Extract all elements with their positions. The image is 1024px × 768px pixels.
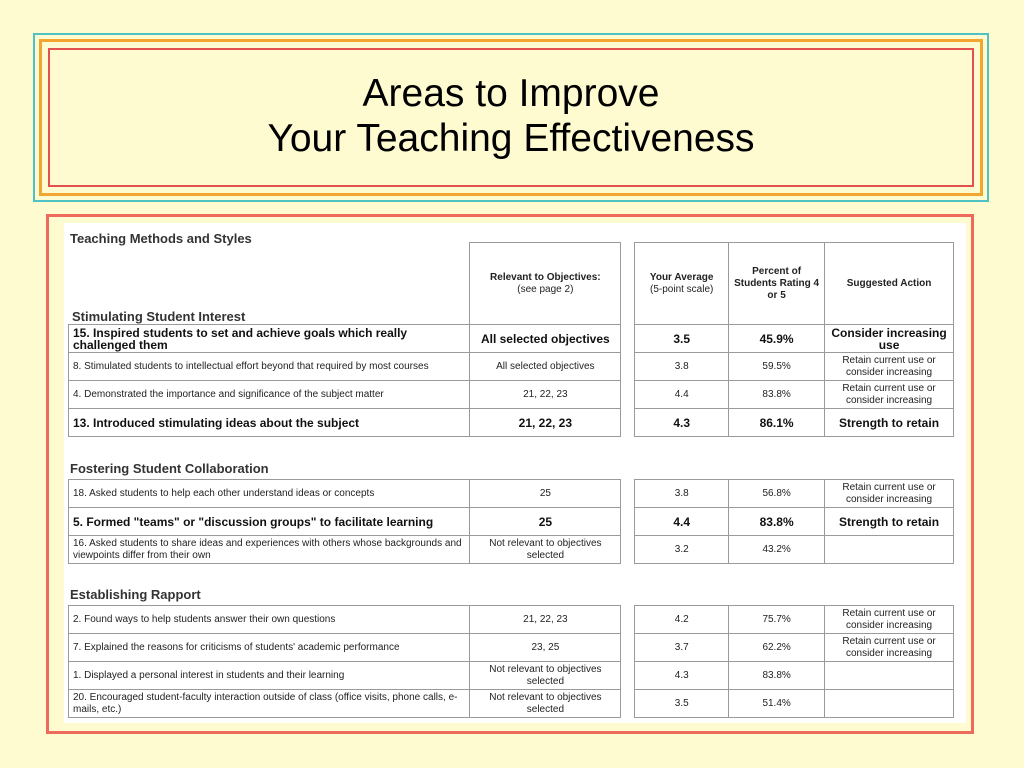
table-row-action: Retain current use or consider increasing bbox=[825, 381, 954, 409]
column-gap bbox=[621, 508, 635, 536]
table-row-percent: 43.2% bbox=[729, 536, 825, 564]
column-gap bbox=[621, 480, 635, 508]
table-row-item: 1. Displayed a personal interest in students and their learning bbox=[69, 662, 470, 690]
table-row-average: 4.3 bbox=[635, 662, 729, 690]
table-row-percent: 45.9% bbox=[729, 325, 825, 353]
table-row-item: 7. Explained the reasons for criticisms of students' academic performance bbox=[69, 634, 470, 662]
section-table-stimulating bbox=[68, 242, 954, 437]
table-row-relevant: Not relevant to objectives selected bbox=[470, 690, 621, 718]
table-row-item: 4. Demonstrated the importance and significance of the subject matter bbox=[69, 381, 470, 409]
table-row-relevant: All selected objectives bbox=[470, 353, 621, 381]
column-gap bbox=[621, 381, 635, 409]
column-gap bbox=[621, 662, 635, 690]
table-row-action bbox=[825, 662, 954, 690]
table-row-item: 8. Stimulated students to intellectual effort beyond that required by most courses bbox=[69, 353, 470, 381]
table-row-average: 3.8 bbox=[635, 353, 729, 381]
table-row-item: 15. Inspired students to set and achieve goals which really challenged them bbox=[69, 325, 470, 353]
table-row-relevant: Not relevant to objectives selected bbox=[470, 662, 621, 690]
section-table-collaboration bbox=[68, 479, 954, 564]
table-row-item: 18. Asked students to help each other understand ideas or concepts bbox=[69, 480, 470, 508]
table-row-average: 3.7 bbox=[635, 634, 729, 662]
table-row-item: 13. Introduced stimulating ideas about the subject bbox=[69, 409, 470, 437]
table-row-percent: 56.8% bbox=[729, 480, 825, 508]
table-row-average: 4.2 bbox=[635, 606, 729, 634]
section-title: Stimulating Student Interest bbox=[72, 309, 246, 324]
blank-header-cell bbox=[69, 243, 470, 325]
table-row-average: 4.4 bbox=[635, 508, 729, 536]
col-header-action: Suggested Action bbox=[825, 243, 954, 325]
table-row-action: Strength to retain bbox=[825, 409, 954, 437]
column-gap bbox=[621, 690, 635, 718]
table-row-action bbox=[825, 690, 954, 718]
slide-title-line1: Areas to Improve bbox=[362, 72, 660, 115]
column-gap bbox=[621, 634, 635, 662]
table-row-average: 3.8 bbox=[635, 480, 729, 508]
table-row-relevant: Not relevant to objectives selected bbox=[470, 536, 621, 564]
table-row-percent: 59.5% bbox=[729, 353, 825, 381]
section-table-rapport bbox=[68, 605, 954, 718]
table-row-average: 3.2 bbox=[635, 536, 729, 564]
table-row-relevant: 21, 22, 23 bbox=[470, 409, 621, 437]
table-row-action: Retain current use or consider increasing bbox=[825, 353, 954, 381]
table-row-percent: 75.7% bbox=[729, 606, 825, 634]
section-title: Fostering Student Collaboration bbox=[70, 461, 269, 476]
table-row-average: 3.5 bbox=[635, 325, 729, 353]
col-header-average bbox=[635, 243, 729, 325]
table-row-relevant: All selected objectives bbox=[470, 325, 621, 353]
table-row-average: 4.3 bbox=[635, 409, 729, 437]
table-row-action: Retain current use or consider increasing bbox=[825, 606, 954, 634]
table-row-action: Strength to retain bbox=[825, 508, 954, 536]
table-row-item: 16. Asked students to share ideas and experiences with others whose backgrounds and viewpoints differ from their own bbox=[69, 536, 470, 564]
table-row-relevant: 21, 22, 23 bbox=[470, 381, 621, 409]
slide-title-line2: Your Teaching Effectiveness bbox=[267, 117, 755, 160]
table-row-percent: 83.8% bbox=[729, 662, 825, 690]
table-row-relevant: 21, 22, 23 bbox=[470, 606, 621, 634]
column-gap bbox=[621, 536, 635, 564]
report-sheet bbox=[64, 223, 966, 723]
table-row-relevant: 25 bbox=[470, 508, 621, 536]
table-row-action: Retain current use or consider increasing bbox=[825, 480, 954, 508]
col-header-relevant-label: Relevant to Objectives: bbox=[490, 271, 601, 283]
table-row-item: 20. Encouraged student-faculty interaction outside of class (office visits, phone calls, e-mails, etc.) bbox=[69, 690, 470, 718]
report-panel bbox=[46, 214, 974, 734]
col-header-average-sub: (5-point scale) bbox=[650, 283, 714, 295]
column-gap bbox=[621, 409, 635, 437]
column-gap bbox=[621, 243, 635, 325]
table-row-action bbox=[825, 536, 954, 564]
column-gap bbox=[621, 353, 635, 381]
table-row-percent: 83.8% bbox=[729, 381, 825, 409]
col-header-relevant-sub: (see page 2) bbox=[517, 283, 574, 295]
slide-title bbox=[48, 71, 974, 161]
table-row-percent: 51.4% bbox=[729, 690, 825, 718]
table-row-percent: 62.2% bbox=[729, 634, 825, 662]
col-header-percent: Percent of Students Rating 4 or 5 bbox=[729, 243, 825, 325]
table-row-relevant: 23, 25 bbox=[470, 634, 621, 662]
table-row-action: Retain current use or consider increasing bbox=[825, 634, 954, 662]
table-row-percent: 86.1% bbox=[729, 409, 825, 437]
column-gap bbox=[621, 325, 635, 353]
table-row-average: 3.5 bbox=[635, 690, 729, 718]
report-heading: Teaching Methods and Styles bbox=[70, 231, 252, 246]
col-header-average-label: Your Average bbox=[649, 271, 714, 283]
col-header-relevant bbox=[470, 243, 621, 325]
table-row-item: 5. Formed "teams" or "discussion groups" to facilitate learning bbox=[69, 508, 470, 536]
table-row-item: 2. Found ways to help students answer their own questions bbox=[69, 606, 470, 634]
table-row-average: 4.4 bbox=[635, 381, 729, 409]
table-row-percent: 83.8% bbox=[729, 508, 825, 536]
section-title: Establishing Rapport bbox=[70, 587, 201, 602]
table-row-relevant: 25 bbox=[470, 480, 621, 508]
column-gap bbox=[621, 606, 635, 634]
table-row-action: Consider increasing use bbox=[825, 325, 954, 353]
